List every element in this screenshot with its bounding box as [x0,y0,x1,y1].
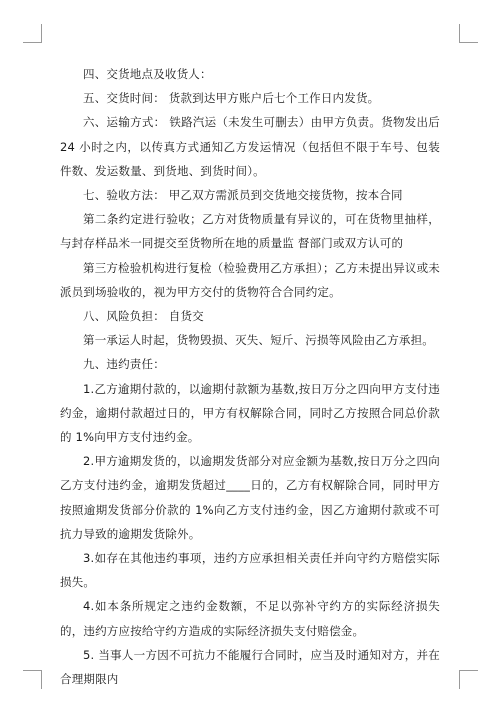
page-corner-mark-bottom-right [459,670,478,689]
paragraph-transport-method: 六、运输方式： 铁路汽运（未发生可删去）由甲方负责。货物发出后 24 小时之内，以传真方式通知乙方发运情况（包括但不限于车号、包装件数、发运数量、到货地、到货时间）。 [60,115,440,178]
paragraph-liability-2: 2.甲方逾期发货的，以逾期发货部分对应金额为基数,按日万分之四向乙方支付违约金，逾期发货超过____日的，乙方有权解除合同，同时甲方按照逾期发货部分价款的 1%向乙方支付违约金，因乙方逾期付款或不可抗力导致的逾期发货除外。 [60,454,440,541]
paragraph-liability-heading: 九、违约责任： [83,357,165,372]
paragraph-liability-5: 5. 当事人一方因不可抗力不能履行合同时，应当及时通知对方，并在合理期限内 [60,647,440,687]
paragraph-third-party-inspection: 第三方检验机构进行复检（检验费用乙方承担）；乙方未提出异议或未派员到场验收的，视为甲方交付的货物符合合同约定。 [60,260,440,299]
paragraph-liability-3: 3.如存在其他违约事项，违约方应承担相关责任并向守约方赔偿实际损失。 [60,551,440,590]
page-corner-mark-bottom-left [23,670,42,689]
paragraph-acceptance-clause-2: 第二条约定进行验收；乙方对货物质量有异议的，可在货物里抽样，与封存样品米一同提交至货物所在地的质量监 督部门或双方认可的 [60,212,440,251]
paragraph-liability-1: 1.乙方逾期付款的，以逾期付款额为基数,按日万分之四向甲方支付违约金，逾期付款超过日的，甲方有权解除合同，同时乙方按照合同总价款的 1%向甲方支付违约金。 [60,381,440,445]
paragraph-risk-burden: 八、风险负担： 自货交 [83,309,204,324]
document-body [60,62,440,691]
page-corner-mark-top-right [459,24,478,43]
paragraph-acceptance-method: 七、验收方法： 甲乙双方需派员到交货地交接货物，按本合同 [83,188,403,203]
paragraph-delivery-place: 四、交货地点及收货人： [83,67,212,81]
page-corner-mark-top-left [23,24,42,43]
paragraph-delivery-time: 五、交货时间： 货款到达甲方账户后七个工作日内发货。 [83,91,380,106]
paragraph-liability-4: 4.如本条所规定之违约金数额，不足以弥补守约方的实际经济损失的，违约方应按给守约方造成的实际经济损失支付赔偿金。 [60,599,440,638]
paragraph-first-carrier: 第一承运人时起，货物毁损、灭失、短斤、污损等风险由乙方承担。 [83,333,434,348]
